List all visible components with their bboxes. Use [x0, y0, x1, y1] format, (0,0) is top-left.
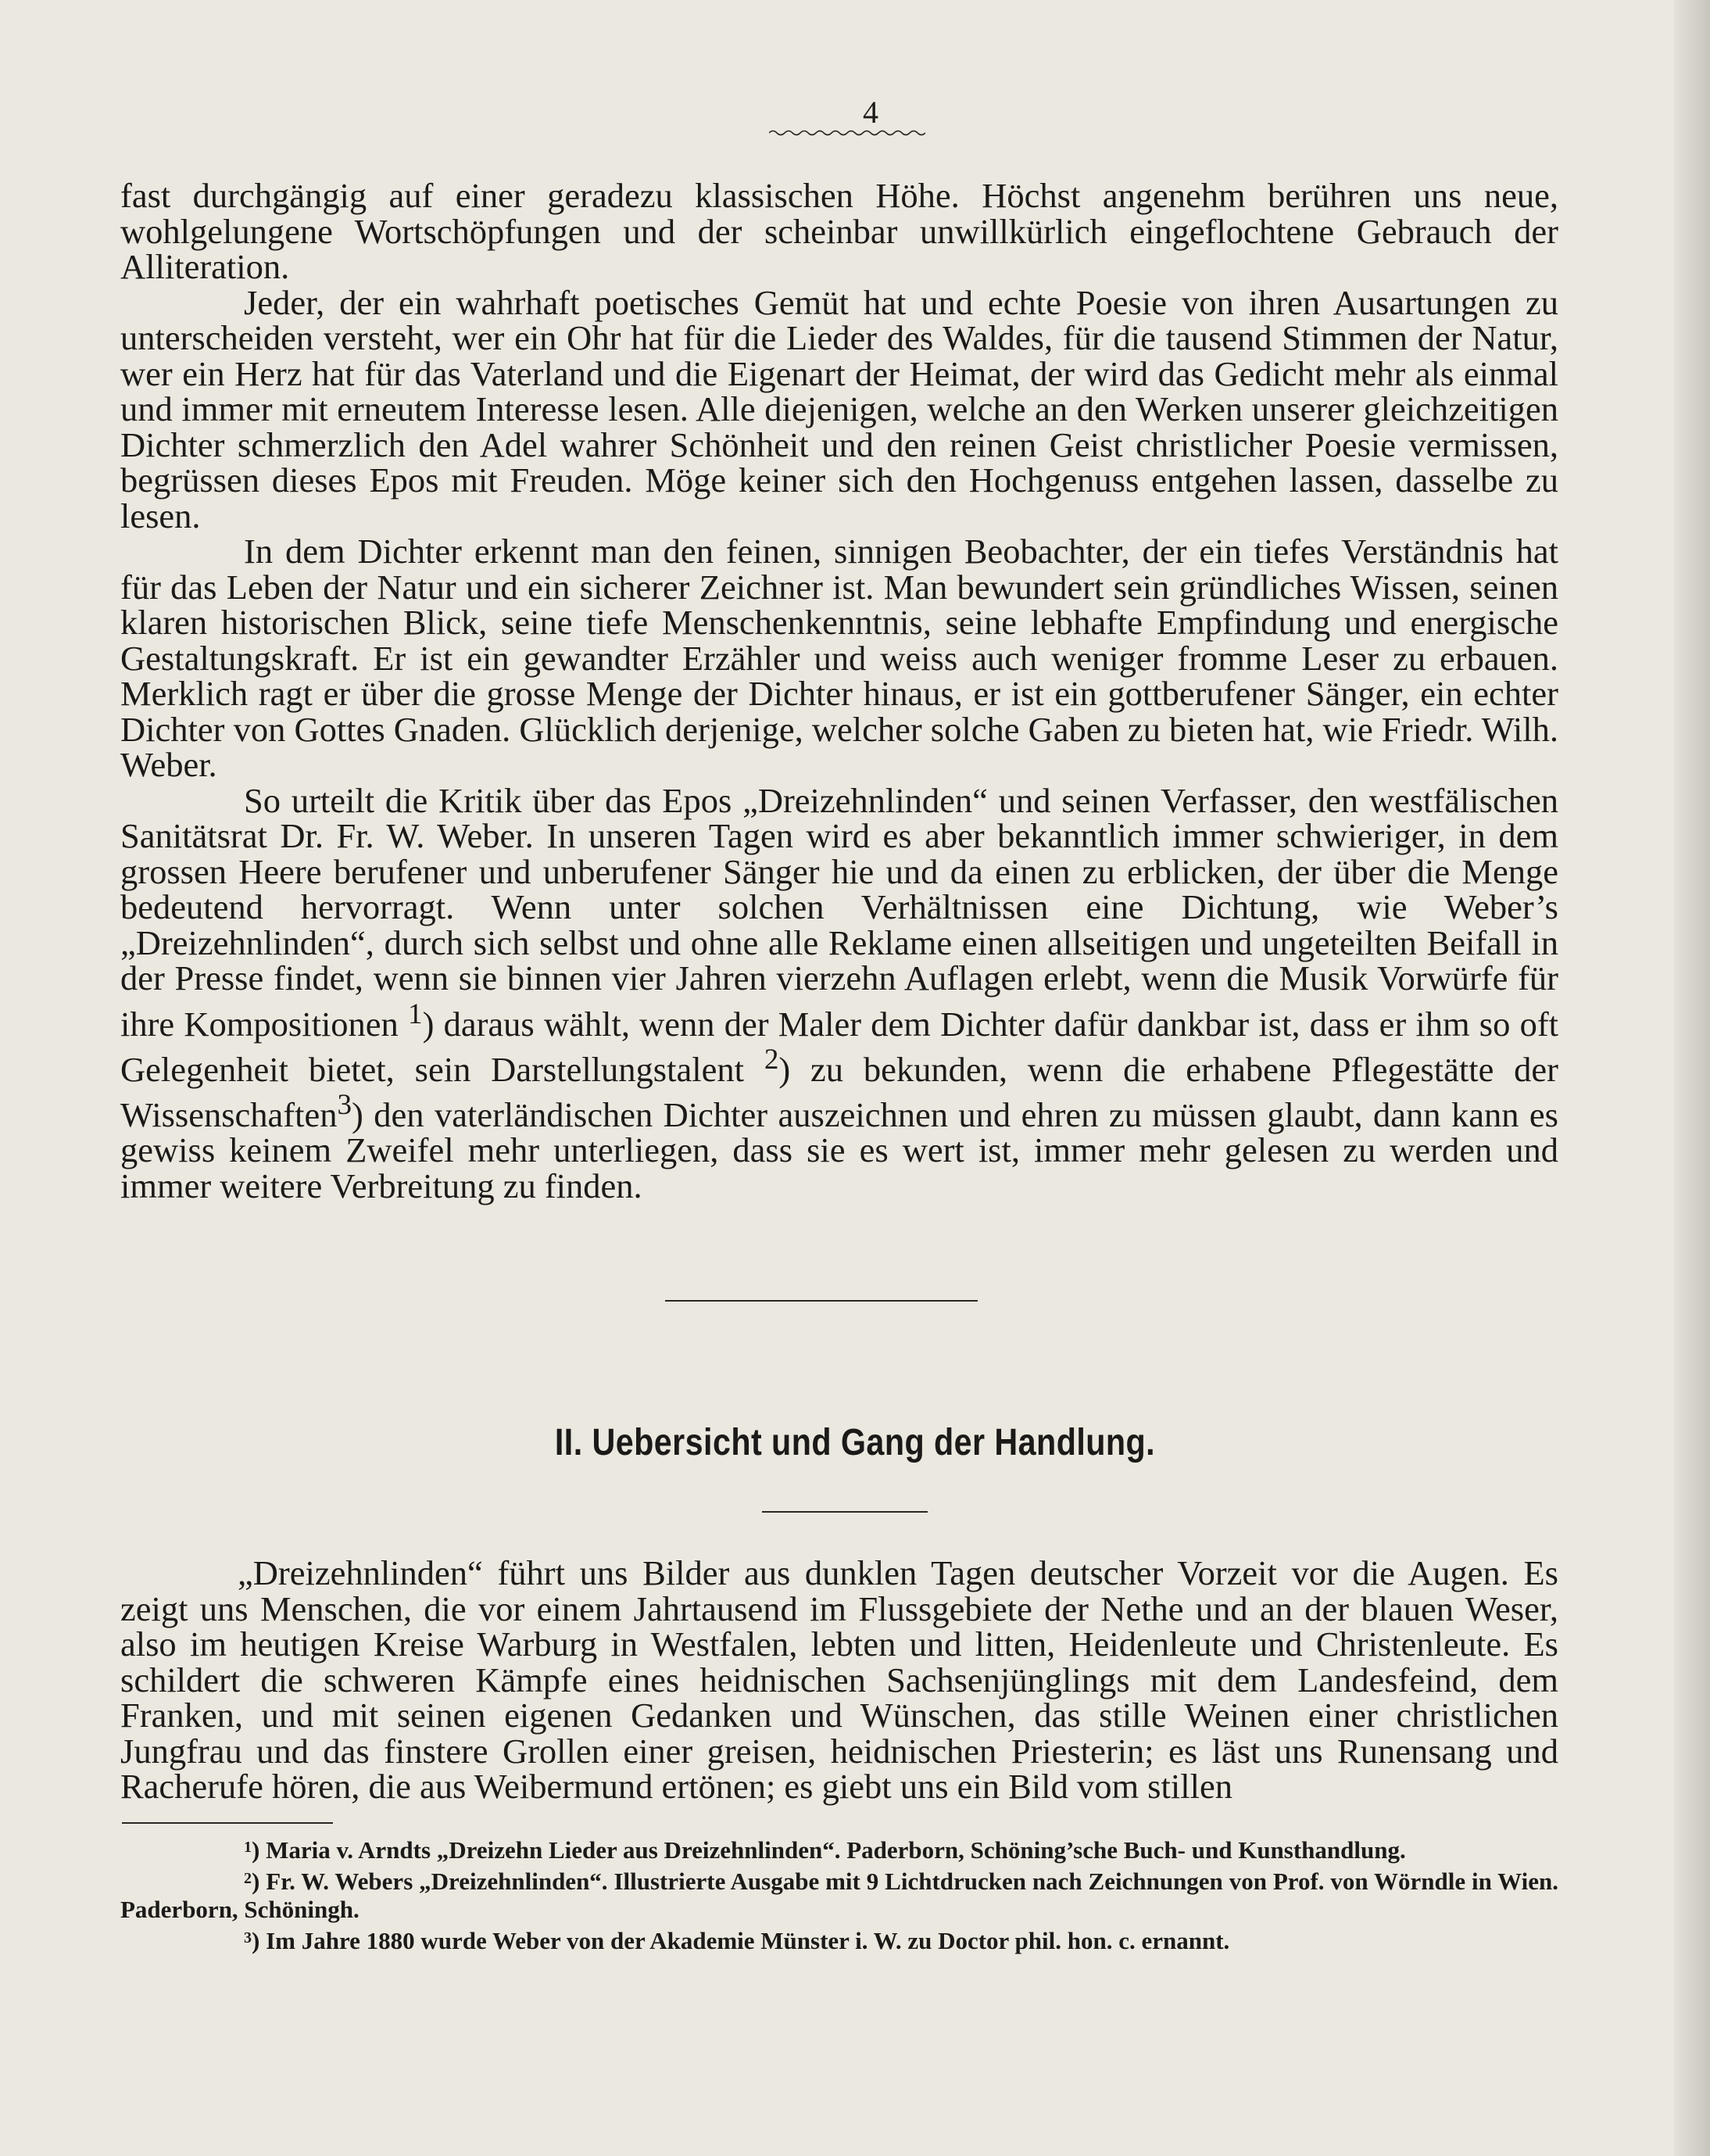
- footnote-1: [120, 1833, 1558, 1864]
- heading-rule: [762, 1511, 928, 1513]
- footnote-text-1: ) Maria v. Arndts „Dreizehn Lieder aus Dreizehnlinden“. Paderborn, Schöning’sche Buch- und Kunsthandlung.: [252, 1836, 1406, 1864]
- section-heading: II. Uebersicht und Gang der Handlung.: [554, 1422, 1156, 1463]
- paragraph-4-text-3: ) zu bekunden, wenn die erhabene Pflegestätte der Wissenschaften: [120, 1049, 1558, 1134]
- footnote-text-3: ) Im Jahre 1880 wurde Weber von der Akademie Münster i. W. zu Doctor phil. hon. c. ernannt.: [252, 1927, 1230, 1954]
- section-text: [120, 1553, 1558, 1806]
- footnote-marker-1: 1: [244, 1839, 252, 1856]
- paragraph-2: Jeder, der ein wahrhaft poetisches Gemüt hat und echte Poesie von ihren Ausartungen zu unterscheiden versteht, wer ein Ohr hat für die Lieder des Waldes, für die tausend Stimmen der Natur, wer ein Herz hat für das Vaterland und die Eigenart der Heimat, der wird das Gedicht mehr als einmal und immer mit erneutem Interesse lesen. Alle diejenigen, welche an den Werken unserer gleichzeitigen Dichter schmerzlich den Adel wahrer Schönheit und den reinen Geist christlicher Poesie vermissen, begrüssen dieses Epos mit Freuden. Möge keiner sich den Hochgenuss entgehen lassen, dasselbe zu lesen.: [120, 282, 1558, 535]
- section-divider: [665, 1300, 978, 1302]
- main-text: [120, 178, 1558, 1204]
- footnote-2: [120, 1864, 1558, 1924]
- page-number-ornament: [769, 127, 925, 139]
- paragraph-4-text-2: ) daraus wählt, wenn der Maler dem Dichter dafür dankbar ist, dass er ihm so oft Gelegenheit bietet, sein Darstellungstalent: [120, 1004, 1559, 1089]
- footnote-text-2: ) Fr. W. Webers „Dreizehnlinden“. Illustrierte Ausgabe mit 9 Lichtdrucken nach Zeichnungen von Prof. von Wörndle in Wien. Paderborn, Schöningh.: [120, 1868, 1558, 1923]
- section-paragraph: „Dreizehnlinden“ führt uns Bilder aus dunklen Tagen deutscher Vorzeit vor die Augen. Es zeigt uns Menschen, die vor einem Jahrtausend im Flussgebiete der Nethe und an der blauen Weser, also im heutigen Kreise Warburg in Westfalen, lebten und litten, Heidenleute und Christenleute. Es schildert die schweren Kämpfe eines heidnischen Sachsenjünglings mit dem Landesfeind, dem Franken, und mit seinen eigenen Gedanken und Wünschen, das stille Weinen einer christlichen Jungfrau und das finstere Grollen einer greisen, heidnischen Priesterin; es läst uns Runensang und Racherufe hören, die aus Weibermund ertönen; es giebt uns ein Bild vom stillen: [120, 1553, 1558, 1806]
- footnote-ref-1: 1: [408, 997, 423, 1030]
- footnote-ref-3: 3: [337, 1089, 352, 1122]
- footnote-ref-2: 2: [764, 1043, 779, 1076]
- footnote-rule: [122, 1822, 333, 1824]
- footnote-marker-2: 2: [244, 1870, 252, 1887]
- footnote-marker-3: 3: [244, 1929, 252, 1946]
- paragraph-3: In dem Dichter erkennt man den feinen, sinnigen Beobachter, der ein tiefes Verständnis hat für das Leben der Natur und ein sicherer Zeichner ist. Man bewundert sein gründliches Wissen, seinen klaren historischen Blick, seine tiefe Menschenkenntnis, seine lebhafte Empfindung und energische Gestaltungskraft. Er ist ein gewandter Erzähler und weiss auch weniger fromme Leser zu erbauen. Merklich ragt er über die grosse Menge der Dichter hinaus, er ist ein gottberufener Sänger, ein echter Dichter von Gottes Gnaden. Glücklich derjenige, welcher solche Gaben zu bieten hat, wie Friedr. Wilh. Weber.: [120, 532, 1558, 784]
- paragraph-4-text-1: So urteilt die Kritik über das Epos „Dreizehnlinden“ und seinen Verfasser, den westfälischen Sanitätsrat Dr. Fr. W. Weber. In unseren Tagen wird es aber bekanntlich immer schwieriger, in dem grossen Heere berufener und unberufener Sänger hie und da einen zu erblicken, der über die Menge bedeutend hervorragt. Wenn unter solchen Verhältnissen eine Dichtung, wie Weber’s „Dreizehnlinden“, durch sich selbst und ohne alle Reklame einen allseitigen und ungeteilten Beifall in der Presse findet, wenn sie binnen vier Jahren vierzehn Auflagen erlebt, wenn die Musik Vorwürfe für ihre Kompositionen: [120, 780, 1558, 1044]
- paragraph-1: fast durchgängig auf einer geradezu klassischen Höhe. Höchst angenehm berühren uns neue, wohlgelungene Wortschöpfungen und der scheinbar unwillkürlich eingeflochtene Gebrauch der Alliteration.: [120, 176, 1558, 286]
- footnote-3: [120, 1924, 1558, 1955]
- paragraph-4-text-4: ) den vaterländischen Dichter auszeichnen und ehren zu müssen glaubt, dann kann es gewiss keinem Zweifel mehr unterliegen, dass sie es wert ist, immer mehr gelesen zu werden und immer weitere Verbreitung zu finden.: [120, 1094, 1558, 1205]
- page-number: 4: [863, 95, 878, 130]
- paragraph-4: [120, 780, 1559, 1205]
- footnotes: [120, 1833, 1558, 1955]
